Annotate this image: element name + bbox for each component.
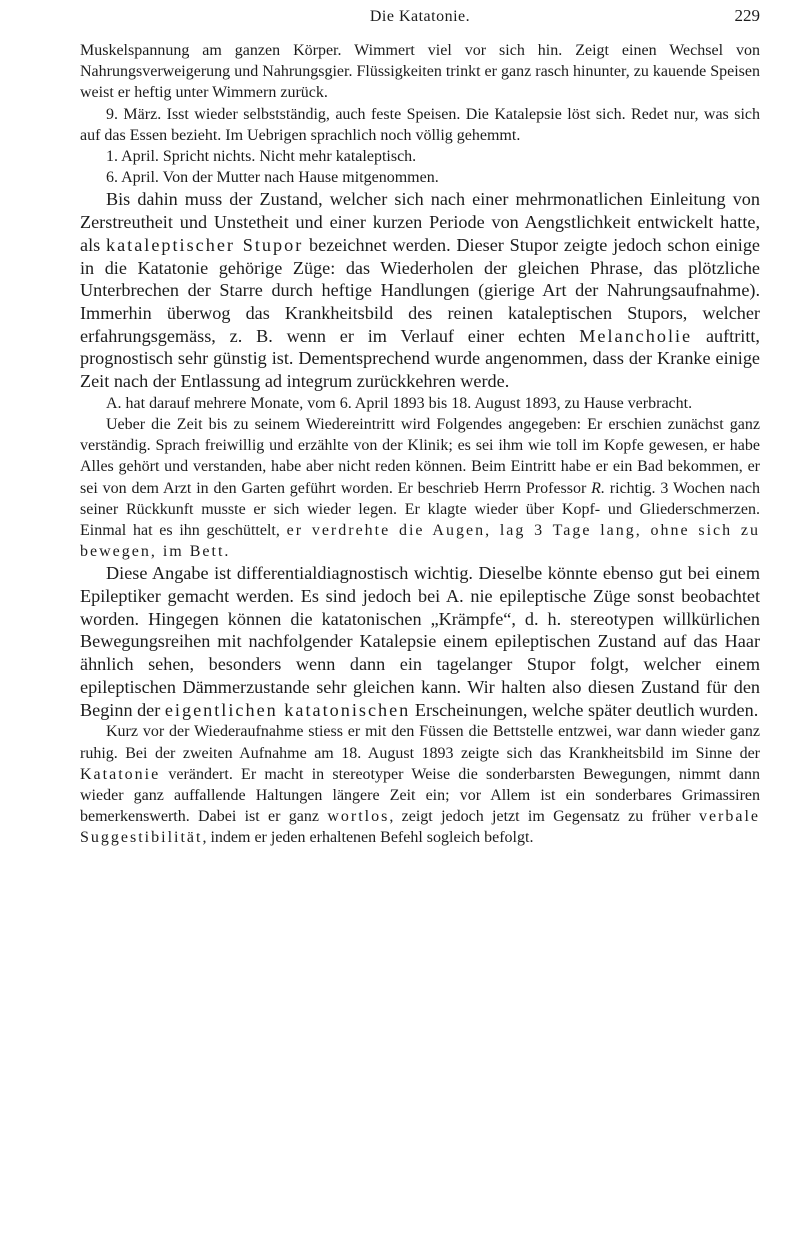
- text-run: richtig. 3 Wochen nach seiner Rückkunft musste er sich wieder legen. Er klagte wieder über Kopf- und Gliederschmerzen. Einmal hat es ihn geschüttelt,: [80, 479, 761, 539]
- case-entry-6-april: 6. April. Von der Mutter nach Hause mitgenommen.: [106, 169, 439, 187]
- text-run: Bis dahin muss der Zustand, welcher sich nach einer mehrmonatlichen Einleitung von Zerstreutheit und Unstetheit und einer kurzen Periode von Aengstlichkeit entwickelt hatte, als: [80, 189, 760, 255]
- body-text: [80, 40, 760, 849]
- text-run: bezeichnet werden. Dieser Stupor zeigte jedoch schon einige in die Katatonie gehörige Züge: das Wiederholen der gleichen Phrase, das plötzliche Unterbrechen der Starre durch heftige Handlungen (gierige Art der Nahrungsaufnahme). Immerhin überwog das Krankheitsbild des reinen kataleptischen Stupors, welcher erfahrungsgemäss, z. B. wenn er im Verlauf einer echten: [80, 234, 761, 346]
- case-entry-9-maerz: 9. März. Isst wieder selbstständig, auch feste Speisen. Die Katalepsie löst sich. Redet nur, was sich auf das Essen bezieht. Im Uebrigen sprachlich noch völlig gehemmt.: [80, 105, 760, 144]
- running-title: Die Katatonie.: [369, 8, 471, 25]
- case-paragraph-readmission: [80, 721, 760, 848]
- text-run: , indem er jeden erhaltenen Befehl sogleich befolgt.: [202, 829, 534, 847]
- emphasis-katatonie: Katatonie: [80, 765, 161, 783]
- emphasis-eigentlichen-katatonischen: eigentlichen katatonischen: [164, 699, 411, 720]
- text-run: Erscheinungen, welche später deutlich wurden.: [410, 699, 759, 720]
- text-run: , zeigt jedoch jetzt im Gegensatz zu früher: [389, 808, 699, 826]
- text-run: Diese Angabe ist differentialdiagnostisch wichtig. Dieselbe könnte ebenso gut bei einem Epileptiker gemacht werden. Es sind jedoch bei A. nie epileptische Züge sonst beobachtet worden. Hingegen können die katatonischen „Krämpfe“, d. h. stereotypen willkürlichen Bewegungsreihen mit nachfolgender Katalepsie einem epileptischen Zustand auf das Haar ähnlich sehen, besonders wenn dann ein tagelanger Stupor folgt, welcher einem epileptischen Dämmerzustande sehr gleichen kann. Wir halten also diesen Zustand für den Beginn der: [80, 563, 760, 720]
- running-head: [80, 0, 760, 40]
- text-run: Ueber die Zeit bis zu seinem Wiedereintritt wird Folgendes angegeben: Er erschien zunächst ganz verständig. Sprach freiwillig und erzählte von der Klinik; es sei ihm wie toll im Kopfe gewesen, er habe Alles gehört und verstanden, habe aber nicht reden können. Beim Eintritt habe er ein Bad bekommen, er sei von dem Arzt in den Garten geführt worden. Er beschrieb Herrn Professor: [80, 415, 760, 497]
- emphasis-augen-verdreht: er verdrehte die Augen, lag 3 Tage lang, ohne sich zu bewegen, im Bett.: [80, 521, 761, 561]
- text-run: Kurz vor der Wiederaufnahme stiess er mit den Füssen die Bettstelle entzwei, war dann wieder ganz ruhig. Bei der zweiten Aufnahme am 18. August 1893 zeigte sich das Krankheitsbild im Sinne der: [80, 723, 760, 762]
- emphasis-melancholie: Melancholie: [579, 325, 693, 346]
- case-paragraph-home-stay: A. hat darauf mehrere Monate, vom 6. April 1893 bis 18. August 1893, zu Hause verbracht.: [106, 394, 693, 412]
- name-professor: R.: [591, 479, 605, 497]
- page-number: 229: [734, 6, 760, 25]
- emphasis-verbale-suggestibilitaet: verbale Suggestibilität: [80, 808, 761, 847]
- commentary-paragraph-stupor: [80, 188, 760, 392]
- emphasis-wortlos: wortlos: [327, 808, 390, 826]
- case-paragraph-report: [80, 414, 760, 562]
- commentary-paragraph-diagnosis: [80, 562, 760, 721]
- emphasis-kataleptischer-stupor: kataleptischer Stupor: [105, 234, 304, 255]
- text-run: auftritt, prognostisch sehr günstig ist. Dementsprechend wurde angenommen, dass der Kranke einige Zeit nach der Entlassung ad integrum zurückkehren werde.: [80, 325, 760, 392]
- text-run: verändert. Er macht in stereotyper Weise die sonderbarsten Bewegungen, nimmt dann wieder ganz auffallende Haltungen längere Zeit ein; vor Allem ist ein sonderbares Grimassiren bemerkenswerth. Dabei ist er ganz: [80, 765, 760, 826]
- case-entry-1-april: 1. April. Spricht nichts. Nicht mehr kataleptisch.: [106, 148, 417, 166]
- case-paragraph: Muskelspannung am ganzen Körper. Wimmert viel vor sich hin. Zeigt einen Wechsel von Nahrungsverweigerung und Nahrungsgier. Flüssigkeiten trinkt er ganz rasch hinunter, zu kauende Speisen weist er heftig unter Wimmern zurück.: [80, 42, 760, 102]
